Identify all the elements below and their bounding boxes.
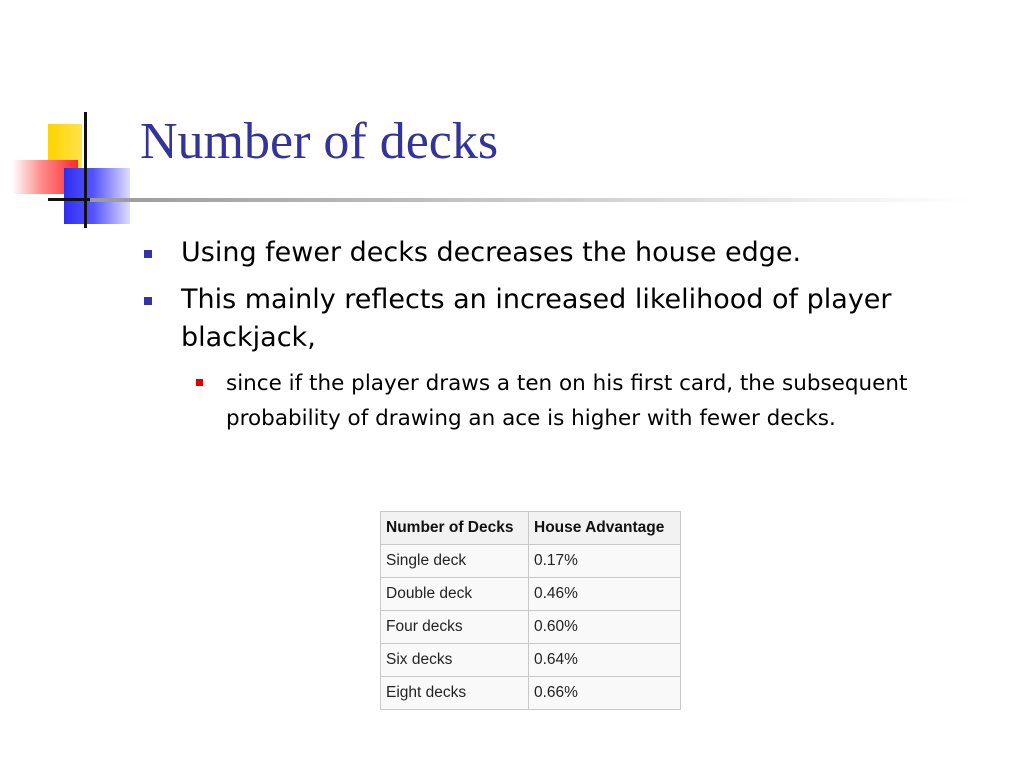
blue-square: [64, 168, 130, 224]
table-cell: 0.60%: [529, 611, 681, 644]
table-row: [381, 611, 681, 644]
table-cell: Four decks: [381, 611, 529, 644]
table-row: [381, 677, 681, 710]
sub-bullet-marker-icon: [196, 379, 203, 386]
table-cell: Six decks: [381, 644, 529, 677]
bullet-marker-icon: [144, 250, 152, 258]
table-header-row: [381, 512, 681, 545]
table-cell: 0.64%: [529, 644, 681, 677]
slide-title: Number of decks: [140, 113, 499, 170]
vertical-line: [84, 112, 87, 228]
table-cell: 0.46%: [529, 578, 681, 611]
column-header-decks: Number of Decks: [381, 512, 529, 545]
table-row: [381, 545, 681, 578]
table-cell: Single deck: [381, 545, 529, 578]
sub-bullet-item: [190, 366, 984, 436]
bullet-marker-icon: [144, 297, 152, 305]
bullet-list: [144, 234, 984, 436]
decorative-logo: [0, 0, 140, 240]
bullet-text: This mainly reflects an increased likelihood of player blackjack,: [181, 284, 892, 353]
table-row: [381, 644, 681, 677]
bullet-text: Using fewer decks decreases the house edge.: [181, 237, 802, 268]
table-row: [381, 578, 681, 611]
bullet-item: [144, 234, 984, 272]
table-cell: Double deck: [381, 578, 529, 611]
bullet-item: [144, 281, 984, 357]
table-cell: Eight decks: [381, 677, 529, 710]
house-advantage-table: [380, 511, 681, 710]
sub-bullet-text: since if the player draws a ten on his first card, the subsequent probability of drawing an ace is higher with fewer decks.: [226, 371, 908, 431]
title-underline: [90, 198, 970, 202]
table-cell: 0.66%: [529, 677, 681, 710]
table-cell: 0.17%: [529, 545, 681, 578]
column-header-advantage: House Advantage: [529, 512, 681, 545]
